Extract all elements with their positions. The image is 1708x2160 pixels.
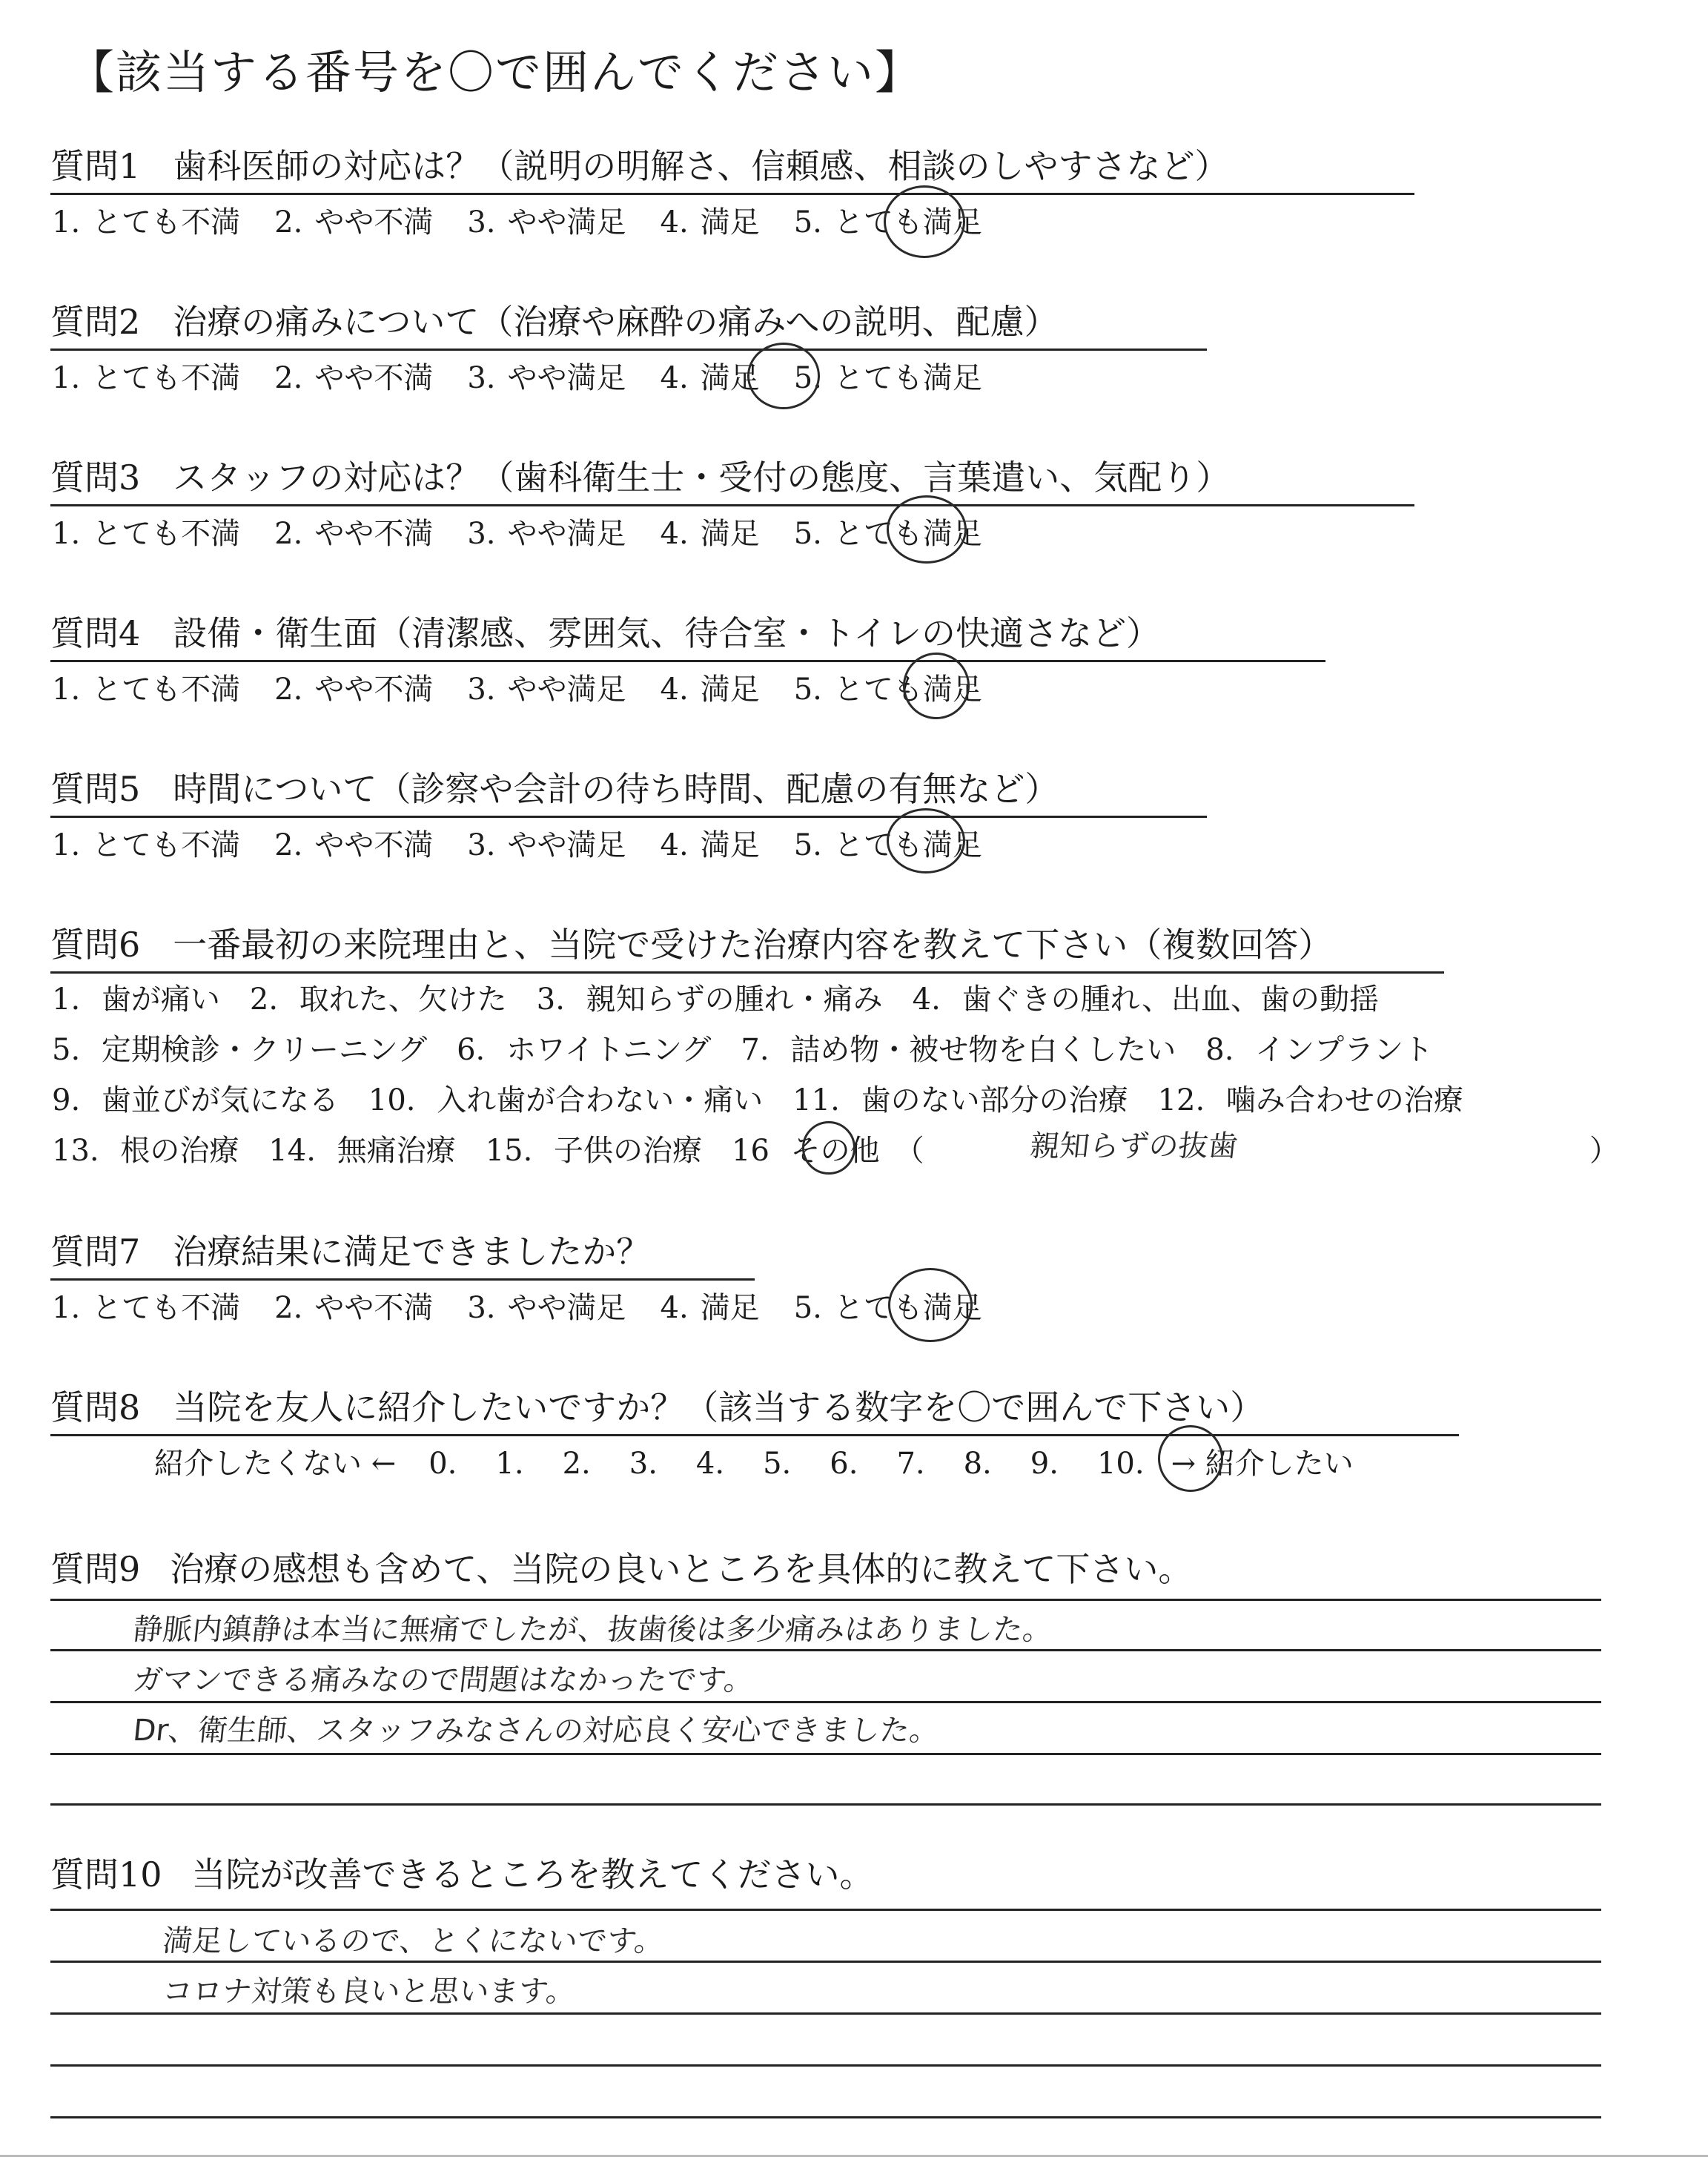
option-5[interactable]: 5. とても満足	[793, 1291, 982, 1325]
option-3[interactable]: 3. やや満足	[467, 1291, 626, 1325]
question-2-heading	[50, 295, 1207, 351]
other-open-paren: （	[894, 1134, 924, 1168]
scale-4[interactable]: 4.	[695, 1447, 725, 1481]
option-9[interactable]: 9. 歯並びが気になる	[52, 1083, 339, 1117]
question-number: 質問9	[50, 1549, 141, 1589]
option-1[interactable]: 1. とても不満	[52, 517, 241, 551]
answer-circle-q8	[1158, 1425, 1223, 1492]
option-1[interactable]: 1. とても不満	[52, 828, 241, 862]
answer-line	[50, 1599, 1601, 1601]
scale-9[interactable]: 9.	[1030, 1447, 1059, 1481]
scale-5[interactable]: 5.	[763, 1447, 792, 1481]
option-3[interactable]: 3. やや満足	[467, 828, 626, 862]
option-16[interactable]: 16 その他	[732, 1134, 880, 1168]
option-3[interactable]: 3. やや満足	[467, 673, 626, 707]
answer-circle-q6	[802, 1121, 855, 1175]
question-number: 質問2	[50, 302, 141, 342]
option-4[interactable]: 4. 満足	[660, 205, 760, 240]
option-2[interactable]: 2. やや不満	[274, 828, 434, 862]
answer-circle-q3	[887, 495, 967, 564]
other-close-paren: ）	[1589, 1134, 1619, 1168]
option-4[interactable]: 4. 満足	[660, 517, 760, 551]
q9-answer-line-1[interactable]: 静脈内鎮静は本当に無痛でしたが、抜歯後は多少痛みはありました。	[131, 1613, 1055, 1647]
option-4[interactable]: 4. 歯ぐきの腫れ、出血、歯の動揺	[912, 982, 1379, 1017]
question-6-heading	[50, 918, 1444, 974]
option-1[interactable]: 1. とても不満	[52, 361, 241, 395]
option-1[interactable]: 1. とても不満	[52, 1291, 241, 1325]
option-5[interactable]: 5. とても満足	[793, 828, 982, 862]
question-text: スタッフの対応は？（歯科衛生士・受付の態度、言葉遣い、気配り）	[173, 458, 1231, 498]
scale-7[interactable]: 7.	[896, 1447, 925, 1481]
option-8[interactable]: 8. インプラント	[1205, 1033, 1434, 1067]
option-3[interactable]: 3. やや満足	[467, 205, 626, 240]
option-2[interactable]: 2. やや不満	[274, 361, 434, 395]
option-14[interactable]: 14. 無痛治療	[268, 1134, 456, 1168]
question-number: 質問6	[50, 925, 141, 965]
question-text: 設備・衛生面（清潔感、雰囲気、待合室・トイレの快適さなど）	[173, 613, 1160, 653]
question-number: 質問5	[50, 769, 141, 809]
question-6-options-row-1	[52, 976, 1409, 1018]
scale-2[interactable]: 2.	[562, 1447, 591, 1481]
option-1[interactable]: 1. とても不満	[52, 673, 241, 707]
answer-line	[50, 2012, 1601, 2015]
option-4[interactable]: 4. 満足	[660, 1291, 760, 1325]
question-7-heading	[50, 1225, 755, 1281]
question-text: 一番最初の来院理由と、当院で受けた治療内容を教えて下さい（複数回答）	[173, 925, 1333, 965]
question-1-options	[52, 199, 1016, 241]
question-number: 質問1	[50, 146, 141, 186]
answer-line	[50, 1753, 1601, 1755]
option-5[interactable]: 5. とても満足	[793, 517, 982, 551]
question-2-options	[52, 354, 1016, 397]
option-11[interactable]: 11. 歯のない部分の治療	[792, 1083, 1128, 1117]
answer-line	[50, 1803, 1601, 1806]
question-number: 質問3	[50, 458, 141, 498]
option-4[interactable]: 4. 満足	[660, 673, 760, 707]
option-5[interactable]: 5. とても満足	[793, 361, 982, 395]
question-number: 質問7	[50, 1232, 141, 1272]
option-2[interactable]: 2. やや不満	[274, 673, 434, 707]
question-5-options	[52, 822, 1016, 864]
question-3-options	[52, 510, 1016, 552]
other-handwritten-answer[interactable]: 親知らずの抜歯	[1028, 1129, 1240, 1163]
q10-answer-line-1[interactable]: 満足しているので、とくにないです。	[161, 1924, 666, 1958]
answer-line	[50, 1909, 1601, 1911]
page-bottom-edge	[0, 2155, 1708, 2157]
option-10[interactable]: 10. 入れ歯が合わない・痛い	[368, 1083, 764, 1117]
question-4-heading	[50, 607, 1325, 662]
option-4[interactable]: 4. 満足	[660, 361, 760, 395]
question-9-heading	[50, 1542, 1192, 1591]
question-number: 質問8	[50, 1387, 141, 1427]
q10-answer-line-2[interactable]: コロナ対策も良いと思います。	[161, 1975, 577, 2009]
scale-3[interactable]: 3.	[629, 1447, 658, 1481]
question-8-heading	[50, 1381, 1459, 1436]
option-7[interactable]: 7. 詰め物・被せ物を白くしたい	[741, 1033, 1176, 1067]
question-6-options-row-2	[52, 1026, 1463, 1069]
option-2[interactable]: 2. やや不満	[274, 205, 434, 240]
answer-line	[50, 1961, 1601, 1963]
option-13[interactable]: 13. 根の治療	[52, 1134, 239, 1168]
question-10-heading	[50, 1848, 874, 1897]
answer-circle-q1	[884, 185, 965, 258]
answer-line	[50, 1649, 1601, 1651]
question-text: 治療の痛みについて（治療や麻酔の痛みへの説明、配慮）	[173, 302, 1059, 342]
answer-line	[50, 2064, 1601, 2067]
answer-circle-q7	[888, 1268, 973, 1342]
answer-circle-q5	[887, 808, 965, 873]
answer-line	[50, 1701, 1601, 1703]
option-5[interactable]: 5. 定期検診・クリーニング	[52, 1033, 428, 1067]
question-5-heading	[50, 762, 1207, 818]
option-1[interactable]: 1. とても不満	[52, 205, 241, 240]
option-5[interactable]: 5. とても満足	[793, 673, 982, 707]
scale-1[interactable]: 1.	[495, 1447, 524, 1481]
page-title: 【該当する番号を〇で囲んでください】	[68, 45, 923, 99]
question-6-options-row-3	[52, 1077, 1463, 1119]
option-15[interactable]: 15. 子供の治療	[485, 1134, 703, 1168]
option-6[interactable]: 6. ホワイトニング	[457, 1033, 712, 1067]
question-text: 当院を友人に紹介したいですか？（該当する数字を〇で囲んで下さい）	[173, 1387, 1265, 1427]
scale-left-label: 紹介したくない ←	[154, 1447, 397, 1481]
answer-line	[50, 2116, 1601, 2118]
question-7-options	[52, 1284, 1016, 1327]
q9-answer-line-2[interactable]: ガマンできる痛みなので問題はなかったです。	[131, 1663, 755, 1697]
question-number: 質問4	[50, 613, 141, 653]
scale-0[interactable]: 0.	[428, 1447, 457, 1481]
option-1[interactable]: 1. 歯が痛い	[52, 982, 220, 1017]
answer-circle-q4	[903, 653, 970, 719]
question-number: 質問10	[50, 1855, 162, 1895]
question-text: 当院が改善できるところを教えてください。	[191, 1855, 874, 1895]
scale-8[interactable]: 8.	[963, 1447, 992, 1481]
question-text: 治療の感想も含めて、当院の良いところを具体的に教えて下さい。	[170, 1549, 1193, 1589]
option-3[interactable]: 3. やや満足	[467, 361, 626, 395]
scale-6[interactable]: 6.	[830, 1447, 858, 1481]
option-5[interactable]: 5. とても満足	[793, 205, 982, 240]
scale-10[interactable]: 10.	[1096, 1447, 1145, 1481]
question-text: 歯科医師の対応は？（説明の明解さ、信頼感、相談のしやすさなど）	[173, 146, 1229, 186]
option-3[interactable]: 3. 親知らずの腫れ・痛み	[536, 982, 883, 1017]
question-6-options-row-4	[52, 1127, 924, 1169]
question-text: 治療結果に満足できましたか？	[173, 1232, 651, 1272]
question-4-options	[52, 666, 1016, 708]
option-12[interactable]: 12. 噛み合わせの治療	[1157, 1083, 1463, 1117]
option-3[interactable]: 3. やや満足	[467, 517, 626, 551]
answer-circle-q2	[747, 343, 820, 409]
question-text: 時間について（診察や会計の待ち時間、配慮の有無など）	[173, 769, 1059, 809]
question-3-heading	[50, 451, 1414, 506]
question-1-heading	[50, 139, 1414, 195]
option-2[interactable]: 2. やや不満	[274, 1291, 434, 1325]
option-4[interactable]: 4. 満足	[660, 828, 760, 862]
option-2[interactable]: 2. やや不満	[274, 517, 434, 551]
option-2[interactable]: 2. 取れた、欠けた	[249, 982, 507, 1017]
scale-right-label: → 紹介したい	[1171, 1447, 1354, 1481]
q9-answer-line-3[interactable]: Dr、衛生師、スタッフみなさんの対応良く安心できました。	[131, 1714, 941, 1748]
